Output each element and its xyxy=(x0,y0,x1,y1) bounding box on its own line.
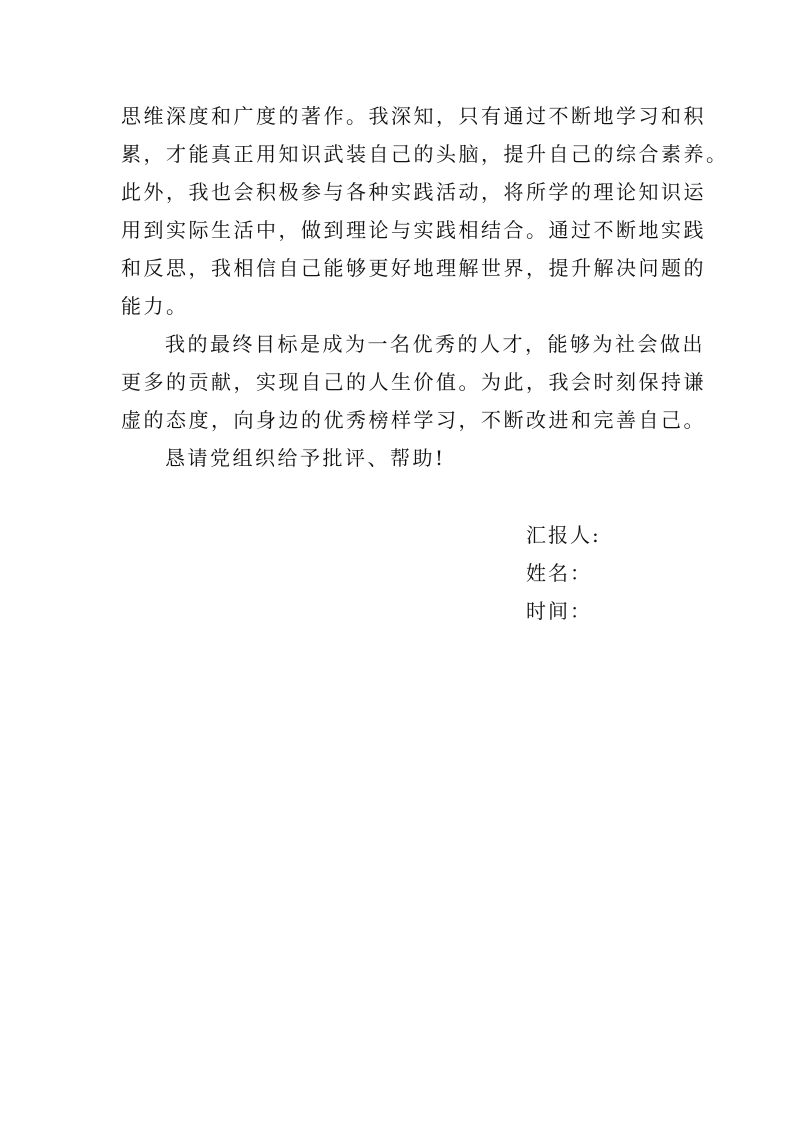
text-line: 更多的贡献，实现自己的人生价值。为此，我会时刻保持谦 xyxy=(121,370,706,394)
text-line: 思维深度和广度的著作。我深知，只有通过不断地学习和积 xyxy=(121,104,706,128)
time-label: 时间： xyxy=(526,599,592,623)
text-line: 和反思，我相信自己能够更好地理解世界，提升解决问题的 xyxy=(121,256,706,280)
text-line: 累，才能真正用知识武装自己的头脑，提升自己的综合素养。 xyxy=(121,142,729,166)
text-line: 用到实际生活中，做到理论与实践相结合。通过不断地实践 xyxy=(121,218,706,242)
letter-body xyxy=(121,97,729,477)
text-line: 能力。 xyxy=(121,294,189,318)
name-label: 姓名： xyxy=(526,561,592,585)
text-line: 我的最终目标是成为一名优秀的人才，能够为社会做出 xyxy=(165,332,705,356)
reporter-label: 汇报人: xyxy=(526,523,601,547)
text-line: 此外，我也会积极参与各种实践活动，将所学的理论知识运 xyxy=(121,180,706,204)
closing-request: 恳请党组织给予批评、帮助! xyxy=(165,446,446,470)
text-line: 虚的态度，向身边的优秀榜样学习，不断改进和完善自己。 xyxy=(121,408,706,432)
signature-block xyxy=(526,516,601,630)
